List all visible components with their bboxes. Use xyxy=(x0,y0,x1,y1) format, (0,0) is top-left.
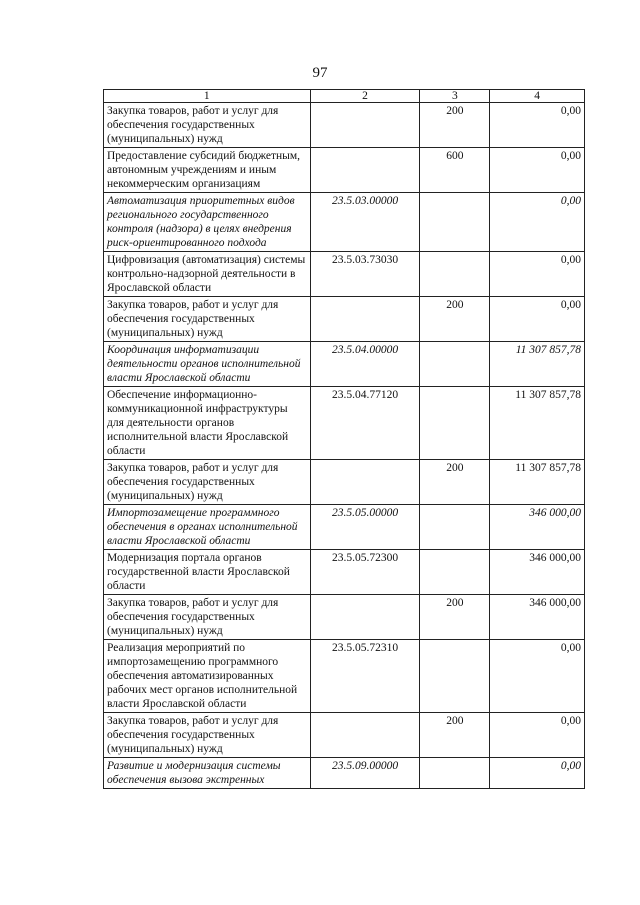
table-row xyxy=(104,148,585,193)
row-type-cell: 200 xyxy=(420,713,490,758)
row-amount-cell: 0,00 xyxy=(490,252,585,297)
row-amount-cell: 0,00 xyxy=(490,758,585,789)
row-code-cell xyxy=(310,297,420,342)
row-code-cell xyxy=(310,460,420,505)
row-type-cell xyxy=(420,640,490,713)
table-row xyxy=(104,550,585,595)
row-amount-cell: 0,00 xyxy=(490,148,585,193)
row-amount-cell: 11 307 857,78 xyxy=(490,387,585,460)
row-amount-cell: 346 000,00 xyxy=(490,595,585,640)
row-amount-cell: 0,00 xyxy=(490,103,585,148)
row-name-cell: Закупка товаров, работ и услуг для обеспечения государственных (муниципальных) нужд xyxy=(104,595,311,640)
row-code-cell: 23.5.03.00000 xyxy=(310,193,420,252)
row-amount-cell: 346 000,00 xyxy=(490,550,585,595)
row-type-cell xyxy=(420,387,490,460)
row-amount-cell: 0,00 xyxy=(490,713,585,758)
row-code-cell: 23.5.04.00000 xyxy=(310,342,420,387)
row-code-cell xyxy=(310,148,420,193)
row-name-cell: Реализация мероприятий по импортозамещению программного обеспечения автоматизированных рабочих мест органов исполнительной власти Ярославской области xyxy=(104,640,311,713)
row-type-cell xyxy=(420,758,490,789)
row-code-cell: 23.5.03.73030 xyxy=(310,252,420,297)
row-name-cell: Координация информатизации деятельности органов исполнительной власти Ярославской области xyxy=(104,342,311,387)
column-header: 3 xyxy=(420,90,490,103)
row-name-cell: Развитие и модернизация системы обеспечения вызова экстренных xyxy=(104,758,311,789)
row-amount-cell: 0,00 xyxy=(490,193,585,252)
row-amount-cell: 0,00 xyxy=(490,640,585,713)
row-code-cell: 23.5.04.77120 xyxy=(310,387,420,460)
row-amount-cell: 11 307 857,78 xyxy=(490,342,585,387)
table-row xyxy=(104,505,585,550)
row-type-cell xyxy=(420,505,490,550)
row-code-cell: 23.5.05.72300 xyxy=(310,550,420,595)
row-code-cell xyxy=(310,713,420,758)
table-row xyxy=(104,103,585,148)
table-row xyxy=(104,758,585,789)
row-type-cell: 200 xyxy=(420,595,490,640)
row-name-cell: Закупка товаров, работ и услуг для обеспечения государственных (муниципальных) нужд xyxy=(104,103,311,148)
row-type-cell xyxy=(420,193,490,252)
row-name-cell: Модернизация портала органов государственной власти Ярославской области xyxy=(104,550,311,595)
row-type-cell: 200 xyxy=(420,460,490,505)
row-type-cell: 600 xyxy=(420,148,490,193)
table-row xyxy=(104,193,585,252)
row-type-cell xyxy=(420,342,490,387)
table-header-row xyxy=(104,90,585,103)
budget-table xyxy=(103,89,585,789)
row-name-cell: Автоматизация приоритетных видов регионального государственного контроля (надзора) в целях внедрения риск-ориентированного подхода xyxy=(104,193,311,252)
row-type-cell: 200 xyxy=(420,103,490,148)
row-name-cell: Цифровизация (автоматизация) системы контрольно-надзорной деятельности в Ярославской области xyxy=(104,252,311,297)
row-name-cell: Обеспечение информационно-коммуникационной инфраструктуры для деятельности органов исполнительной власти Ярославской области xyxy=(104,387,311,460)
column-header: 2 xyxy=(310,90,420,103)
table-row xyxy=(104,342,585,387)
row-code-cell: 23.5.09.00000 xyxy=(310,758,420,789)
column-header: 1 xyxy=(104,90,311,103)
row-name-cell: Закупка товаров, работ и услуг для обеспечения государственных (муниципальных) нужд xyxy=(104,460,311,505)
table-row xyxy=(104,252,585,297)
row-type-cell xyxy=(420,252,490,297)
row-type-cell xyxy=(420,550,490,595)
row-code-cell xyxy=(310,595,420,640)
table-row xyxy=(104,387,585,460)
table-row xyxy=(104,460,585,505)
row-code-cell: 23.5.05.72310 xyxy=(310,640,420,713)
row-name-cell: Закупка товаров, работ и услуг для обеспечения государственных (муниципальных) нужд xyxy=(104,713,311,758)
row-name-cell: Импортозамещение программного обеспечения в органах исполнительной власти Ярославской области xyxy=(104,505,311,550)
table-row xyxy=(104,713,585,758)
row-name-cell: Предоставление субсидий бюджетным, автономным учреждениям и иным некоммерческим организациям xyxy=(104,148,311,193)
table-row xyxy=(104,297,585,342)
column-header: 4 xyxy=(490,90,585,103)
row-name-cell: Закупка товаров, работ и услуг для обеспечения государственных (муниципальных) нужд xyxy=(104,297,311,342)
row-type-cell: 200 xyxy=(420,297,490,342)
table-row xyxy=(104,640,585,713)
row-amount-cell: 346 000,00 xyxy=(490,505,585,550)
table-row xyxy=(104,595,585,640)
page-number: 97 xyxy=(312,65,328,81)
row-amount-cell: 11 307 857,78 xyxy=(490,460,585,505)
row-code-cell: 23.5.05.00000 xyxy=(310,505,420,550)
row-code-cell xyxy=(310,103,420,148)
row-amount-cell: 0,00 xyxy=(490,297,585,342)
